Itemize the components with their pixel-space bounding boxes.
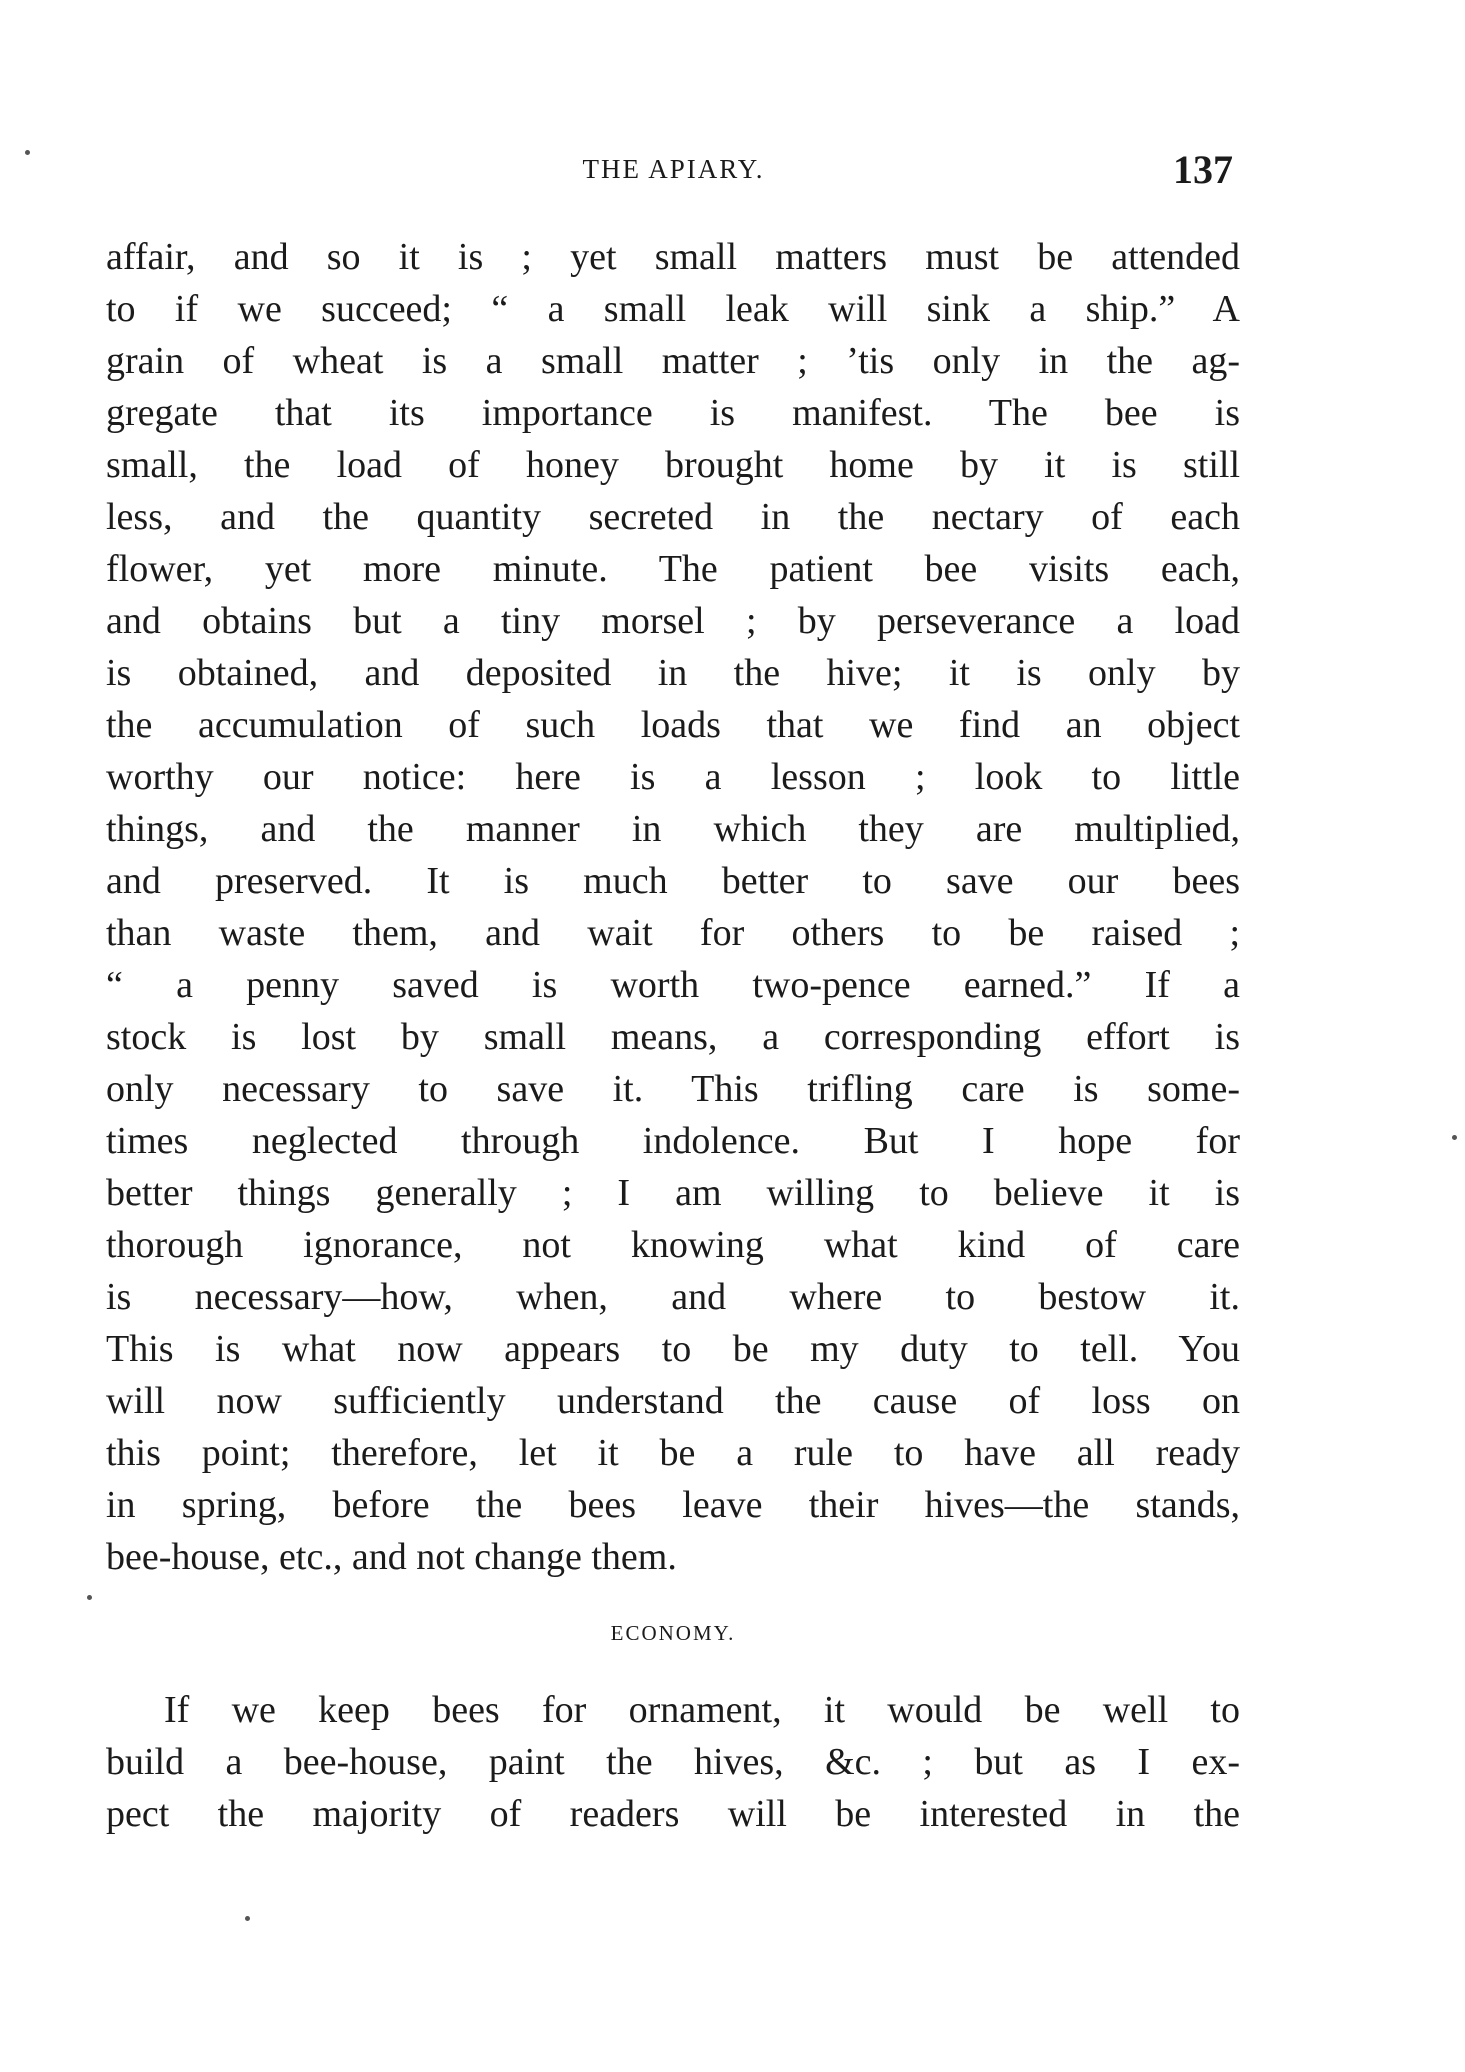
text-line: times neglected through indolence. But I hope for [106,1120,1240,1162]
text-line: less, and the quantity secreted in the nectary of each [106,496,1240,538]
text-line: and preserved. It is much better to save our bees [106,860,1240,902]
text-line: and obtains but a tiny morsel ; by perseverance a load [106,600,1240,642]
scan-speck [1452,1135,1457,1140]
text-line: than waste them, and wait for others to be raised ; [106,912,1240,954]
text-line: small, the load of honey brought home by it is still [106,444,1240,486]
text-line: thorough ignorance, not knowing what kind of care [106,1224,1240,1266]
text-line: is obtained, and deposited in the hive; it is only by [106,652,1240,694]
scan-speck [25,150,30,155]
body-text [106,231,1240,1583]
text-line: pect the majority of readers will be interested in the [106,1793,1240,1835]
text-line: build a bee-house, paint the hives, &c. ; but as I ex- [106,1741,1240,1783]
text-line: If we keep bees for ornament, it would be well to [164,1689,1240,1731]
text-line: better things generally ; I am willing to believe it is [106,1172,1240,1214]
text-line: to if we succeed; “ a small leak will sink a ship.” A [106,288,1240,330]
text-line: gregate that its importance is manifest. The bee is [106,392,1240,434]
text-line: in spring, before the bees leave their hives—the stands, [106,1484,1240,1526]
text-line: affair, and so it is ; yet small matters must be attended [106,236,1240,278]
section-heading: ECONOMY. [610,1621,736,1645]
text-line: “ a penny saved is worth two-pence earned.” If a [106,964,1240,1006]
text-line: this point; therefore, let it be a rule to have all ready [106,1432,1240,1474]
text-line: bee-house, etc., and not change them. [106,1536,677,1578]
text-line: will now sufficiently understand the cause of loss on [106,1380,1240,1422]
text-line: worthy our notice: here is a lesson ; look to little [106,756,1240,798]
running-head [106,147,1241,200]
text-line: things, and the manner in which they are multiplied, [106,808,1240,850]
section-text [106,1684,1240,1840]
scan-speck [87,1595,92,1600]
text-line: the accumulation of such loads that we find an object [106,704,1240,746]
text-line: stock is lost by small means, a corresponding effort is [106,1016,1240,1058]
text-line: This is what now appears to be my duty to tell. You [106,1328,1240,1370]
page-number: 137 [1173,147,1233,192]
text-line: is necessary—how, when, and where to bestow it. [106,1276,1240,1318]
text-line: grain of wheat is a small matter ; ’tis only in the ag- [106,340,1240,382]
scan-speck [245,1916,250,1921]
running-title: THE APIARY. [582,154,765,184]
text-line: flower, yet more minute. The patient bee visits each, [106,548,1240,590]
text-line: only necessary to save it. This trifling care is some- [106,1068,1240,1110]
